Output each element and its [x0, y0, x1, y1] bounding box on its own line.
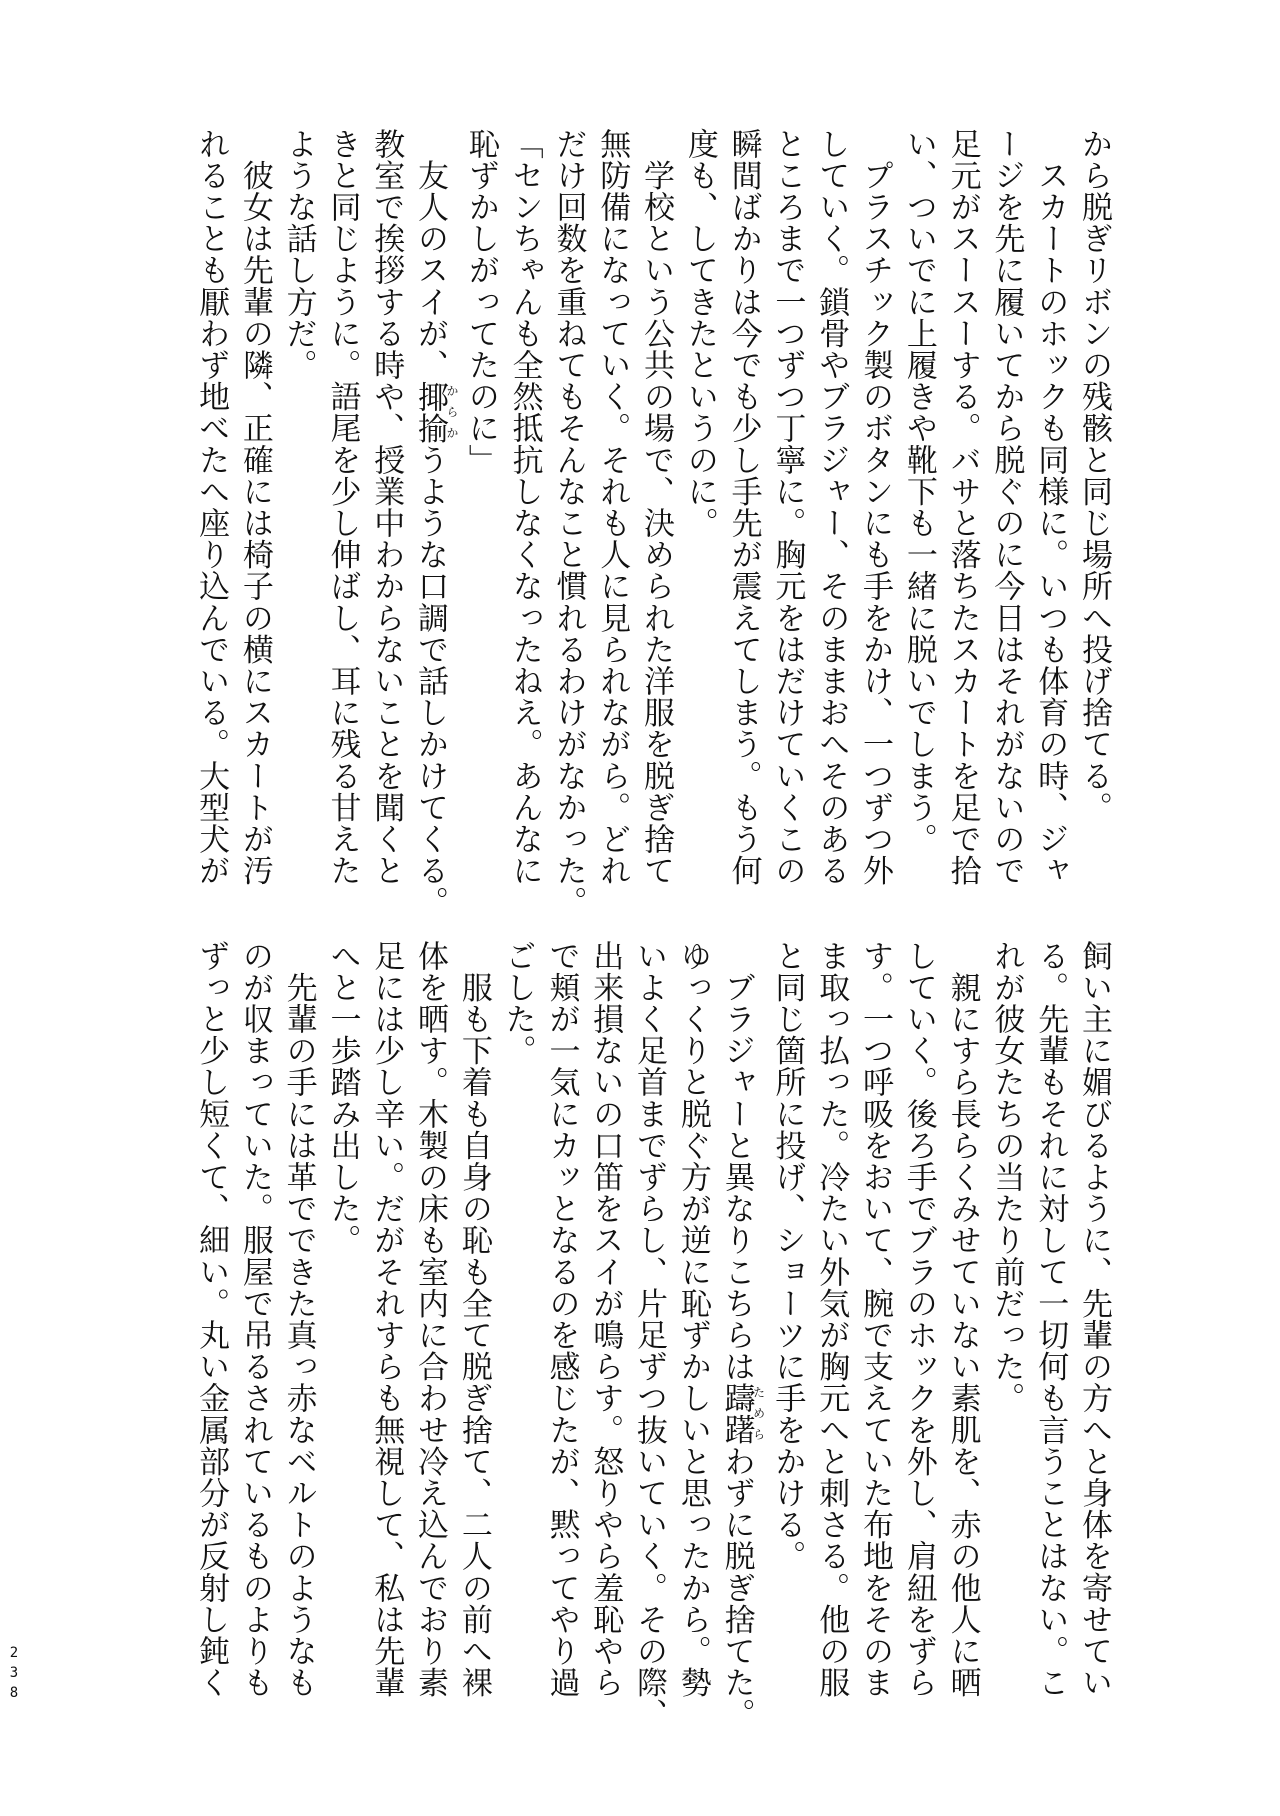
text-segment: ような話し方だ。	[280, 128, 317, 381]
text-line	[1071, 940, 1115, 1710]
text-segment: わずに脱ぎ捨てた。	[718, 1445, 755, 1731]
text-segment: 度も、してきたというのに。	[681, 128, 718, 539]
ruby-annotated-word	[412, 380, 460, 445]
text-line	[363, 940, 407, 1710]
text-segment: 教室で挨拶する時や、授業中わからないことを聞くと	[368, 128, 405, 887]
text-segment: へと一歩踏み出した。	[324, 940, 361, 1256]
text-segment: していく。鎖骨やブラジャー、そのままおへそのある	[813, 128, 850, 887]
text-segment: れることも厭わず地べたへ座り込んでいる。大型犬が	[193, 128, 230, 887]
text-line	[320, 128, 364, 898]
text-segment: 学校という公共の場で、決められた洋服を脱ぎ捨て	[638, 128, 675, 887]
text-segment: 「センちゃんも全然抵抗しなくなったねえ。あんなに	[506, 128, 543, 887]
text-line	[852, 128, 896, 898]
text-line	[188, 940, 232, 1710]
text-segment: 恥ずかしがってたのに」	[462, 128, 499, 476]
text-segment: 親にすら長らくみせていない素肌を、赤の他人に晒	[944, 940, 981, 1699]
text-block-top	[185, 128, 1115, 919]
text-line	[896, 940, 940, 1710]
text-segment: ずっと少し短くて、細い。丸い金属部分が反射し鈍く	[193, 940, 230, 1699]
ruby-base: 躊躇	[718, 1382, 755, 1446]
text-line	[852, 940, 896, 1710]
text-segment: 足には少し辛い。だがそれすらも無視して、私は先輩	[368, 940, 405, 1699]
text-line	[626, 940, 670, 1730]
ruby-annotated-word	[718, 1382, 766, 1446]
text-segment: ゆっくりと脱ぐ方が逆に恥ずかしいと思ったから。勢	[674, 940, 711, 1699]
text-segment: す。一つ呼吸をおいて、腕で支えていた布地をそのま	[857, 940, 894, 1699]
text-segment: プラスチック製のボタンにも手をかけ、一つずつ外	[857, 128, 894, 887]
text-segment: ごした。	[499, 940, 536, 1067]
text-line	[539, 940, 583, 1710]
text-line	[582, 940, 626, 1710]
text-segment: していく。後ろ手でブラのホックを外し、肩紐をずら	[900, 940, 937, 1699]
text-segment: スカートのホックも同様に。いつも体育の時、ジャ	[1032, 128, 1069, 887]
text-line	[458, 128, 502, 898]
text-segment: と同じ箇所に投げ、ショーツに手をかける。	[769, 940, 806, 1572]
text-line	[765, 940, 809, 1710]
ruby-base: 揶揄	[412, 380, 449, 445]
text-segment: いよく足首までずらし、片足ずつ抜いていく。その際、	[631, 940, 668, 1730]
text-line	[407, 128, 460, 919]
text-segment: 彼女は先輩の隣、正確には椅子の横にスカートが汚	[236, 128, 273, 887]
text-segment: ところまで一つずつ丁寧に。胸元をはだけていくこの	[769, 128, 806, 887]
text-segment: ま取っ払った。冷たい外気が胸元へと刺さる。他の服	[813, 940, 850, 1699]
text-line	[451, 940, 495, 1710]
text-line	[940, 128, 984, 898]
text-segment: 無防備になっていく。それも人に見られながら。どれ	[594, 128, 631, 887]
text-segment: れが彼女たちの当たり前だった。	[988, 940, 1025, 1414]
text-segment: から脱ぎリボンの残骸と同じ場所へ投げ捨てる。	[1076, 128, 1112, 824]
text-segment: い、ついでに上履きや靴下も一緒に脱いでしまう。	[900, 128, 937, 855]
text-line	[633, 128, 677, 898]
text-segment: ージを先に履いてから脱ぐのに今日はそれがないので	[988, 128, 1025, 887]
ruby-reading: ためら	[751, 1382, 766, 1446]
text-line	[896, 128, 940, 898]
text-segment: ブラジャーと異なりこちらは	[718, 940, 755, 1383]
text-line	[232, 128, 276, 898]
text-segment: 友人のスイが、	[412, 128, 449, 381]
text-segment: 先輩の手には革でできた真っ赤なベルトのようなも	[280, 940, 317, 1699]
text-segment: のが収まっていた。服屋で吊るされているものよりも	[236, 940, 273, 1699]
text-segment: る。先輩もそれに対して一切何も言うことはない。こ	[1032, 940, 1069, 1699]
text-segment: うような口調で話しかけてくる。	[412, 444, 449, 919]
text-line	[1027, 128, 1071, 898]
text-line	[670, 940, 714, 1710]
text-segment: 体を晒す。木製の床も室内に合わせ冷え込んでおり素	[412, 940, 449, 1699]
text-segment: きと同じように。語尾を少し伸ばし、耳に残る甘えた	[324, 128, 361, 887]
text-block-bottom	[185, 940, 1115, 1731]
text-line	[495, 940, 539, 1710]
text-line	[808, 128, 852, 898]
text-line	[714, 940, 766, 1731]
text-line	[407, 940, 451, 1710]
text-line	[363, 128, 407, 898]
text-line	[677, 128, 721, 898]
page-number: 238	[6, 1645, 22, 1705]
text-line	[320, 940, 364, 1710]
text-line	[188, 128, 232, 898]
text-segment: 瞬間ばかりは今でも少し手先が震えてしまう。もう何	[725, 128, 762, 887]
text-line	[1027, 940, 1071, 1710]
text-line	[940, 940, 984, 1710]
text-line	[276, 128, 320, 898]
text-line	[984, 940, 1028, 1710]
text-segment: 出来損ないの口笛をスイが鳴らす。怒りやら羞恥やら	[587, 940, 624, 1699]
text-segment: 足元がスースーする。バサと落ちたスカートを足で拾	[944, 128, 981, 887]
text-segment: 飼い主に媚びるように、先輩の方へと身体を寄せてい	[1076, 940, 1112, 1699]
text-line	[984, 128, 1028, 898]
text-line	[1071, 128, 1115, 898]
text-line	[721, 128, 765, 898]
text-segment: だけ回数を重ねてもそんなこと慣れるわけがなかった。	[550, 128, 587, 918]
text-line	[808, 940, 852, 1710]
ruby-reading: からか	[445, 380, 460, 445]
text-line	[276, 940, 320, 1710]
text-line	[589, 128, 633, 898]
text-segment: 服も下着も自身の恥も全て脱ぎ捨て、二人の前へ裸	[455, 940, 492, 1699]
text-segment: で頬が一気にカッとなるのを感じたが、黙ってやり過	[543, 940, 580, 1699]
text-line	[232, 940, 276, 1710]
text-line	[502, 128, 546, 898]
text-line	[546, 128, 590, 918]
text-line	[765, 128, 809, 898]
